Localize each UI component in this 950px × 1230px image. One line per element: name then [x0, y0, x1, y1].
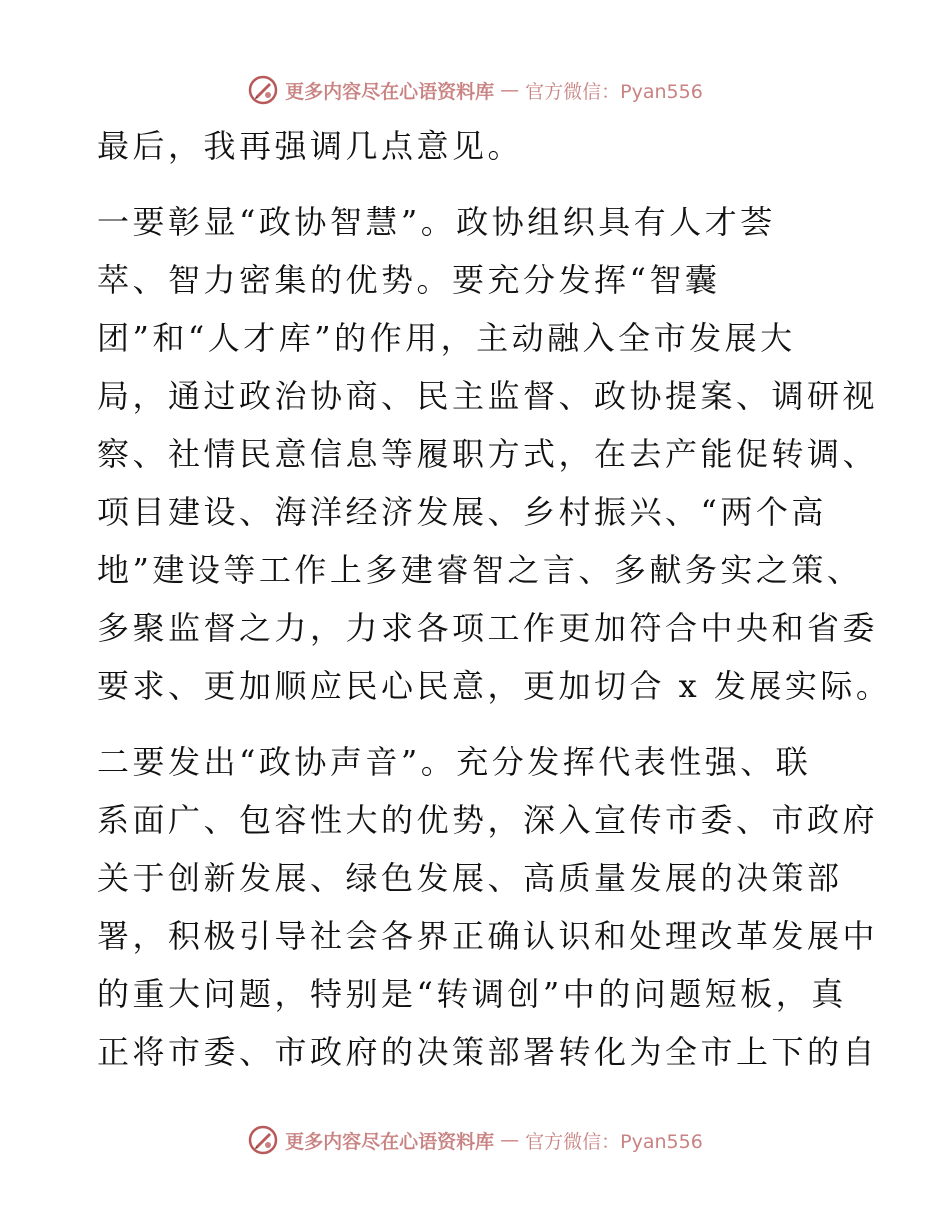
watermark-separator: — [500, 79, 520, 101]
paragraph-2-line: 署，积极引导社会各界正确认识和处理改革发展中 [97, 917, 879, 955]
paragraph-1-line: 察、社情民意信息等履职方式，在去产能促转调、 [97, 435, 879, 473]
paragraph-1-line: 地”建设等工作上多建睿智之言、多献务实之策、 [97, 551, 863, 589]
paragraph-2-line: 关于创新发展、绿色发展、高质量发展的决策部 [97, 859, 843, 897]
paragraph-1-line: 项目建设、海洋经济发展、乡村振兴、“两个高 [97, 493, 827, 531]
paragraph-2-line: 的重大问题，特别是“转调创”中的问题短板，真 [97, 975, 847, 1013]
paragraph-2-line: 系面广、包容性大的优势，深入宣传市委、市政府 [97, 801, 879, 839]
paragraph-1-line: 多聚监督之力，力求各项工作更加符合中央和省委 [97, 609, 879, 647]
watermark-site-text: 更多内容尽在心语资料库 [285, 80, 495, 103]
watermark-wechat-text: 官方微信：Pyan556 [525, 1130, 703, 1153]
paragraph-1-line: 团”和“人才库”的作用，主动融入全市发展大 [97, 319, 796, 357]
paragraph-1-line: 萃、智力密集的优势。要充分发挥“智囊 [97, 261, 721, 299]
paragraph-1-line: 要求、更加顺应民心民意，更加切合 x 发展实际。 [97, 667, 892, 705]
footer-watermark [0, 1122, 950, 1158]
header-watermark [0, 72, 950, 108]
watermark-wechat-text: 官方微信：Pyan556 [525, 80, 703, 103]
quill-seal-icon [247, 74, 279, 106]
paragraph-2-line: 二要发出“政协声音”。充分发挥代表性强、联 [97, 743, 812, 781]
paragraph-1-line: 一要彰显“政协智慧”。政协组织具有人才荟 [97, 203, 776, 241]
quill-seal-icon [247, 1124, 279, 1156]
paragraph-2-line: 正将市委、市政府的决策部署转化为全市上下的自 [97, 1033, 879, 1071]
text-line: 最后，我再强调几点意见。 [97, 127, 524, 165]
paragraph-1-line: 局，通过政治协商、民主监督、政协提案、调研视 [97, 377, 879, 415]
watermark-site-text: 更多内容尽在心语资料库 [285, 1130, 495, 1153]
watermark-separator: — [500, 1129, 520, 1151]
